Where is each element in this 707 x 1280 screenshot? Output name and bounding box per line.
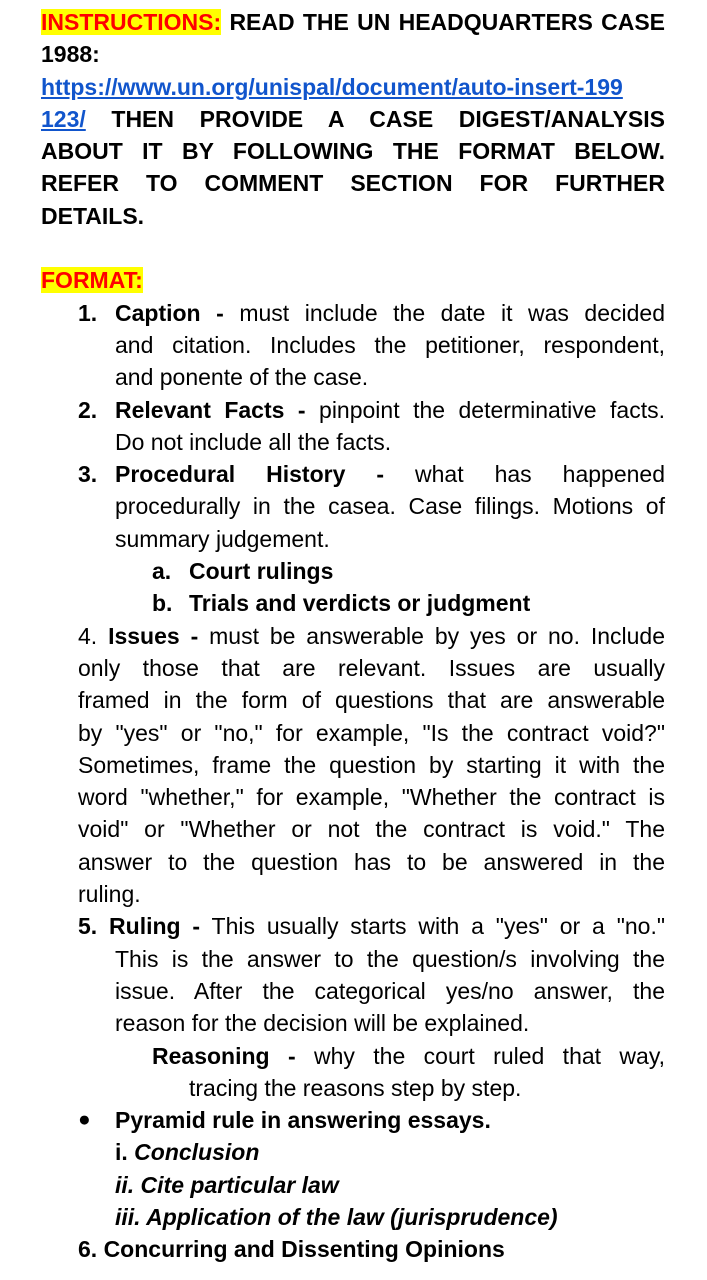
document-body: [41, 6, 665, 1266]
issues-text-4: by "yes" or "no," for example, "Is the contract void?": [78, 719, 665, 746]
ruling-number: 5.: [78, 913, 98, 940]
instructions-label: INSTRUCTIONS:: [41, 9, 222, 35]
instructions-line-2: [41, 38, 665, 70]
issues-line-9: [78, 878, 665, 910]
issues-text-5: Sometimes, frame the question by starting it with the: [78, 751, 665, 778]
procedural-line-2: [115, 490, 665, 522]
issues-title: Issues -: [108, 622, 199, 649]
issues-line-7: [78, 813, 665, 845]
caption-text-3: and ponente of the case.: [115, 364, 369, 391]
pyramid-item-iii: [115, 1201, 665, 1233]
reasoning-line-2: [189, 1072, 665, 1104]
procedural-text-3: summary judgement.: [115, 525, 330, 552]
pyramid-item-i-number: i.: [115, 1139, 128, 1166]
format-label: FORMAT:: [41, 267, 143, 294]
reasoning-text-2: tracing the reasons step by step.: [189, 1074, 522, 1101]
instructions-line-6: [41, 167, 665, 199]
instructions-line-1: [41, 6, 665, 38]
procedural-title: Procedural History -: [115, 461, 385, 488]
issues-line-3: [78, 684, 665, 716]
pyramid-title: Pyramid rule in answering essays.: [115, 1107, 491, 1134]
pyramid-item-i-text: Conclusion: [134, 1139, 260, 1166]
ruling-text-3: issue. After the categorical yes/no answer, the: [115, 977, 665, 1004]
procedural-text-2: procedurally in the casea. Case filings. Motions of: [115, 493, 665, 520]
issues-text-1: must be answerable by yes or no. Include: [209, 622, 666, 649]
procedural-sub-a: [152, 555, 665, 587]
pyramid-item-i: [115, 1136, 665, 1168]
caption-text-2: and citation. Includes the petitioner, respondent,: [115, 331, 665, 358]
issues-number: 4.: [78, 622, 98, 649]
pyramid-heading: [78, 1104, 665, 1136]
facts-text-2: Do not include all the facts.: [115, 428, 392, 455]
caption-line-3: [115, 361, 665, 393]
spacer: [41, 232, 665, 264]
facts-title: Relevant Facts -: [115, 396, 306, 423]
caption-line-1: [78, 297, 665, 329]
opinions-title: 6. Concurring and Dissenting Opinions: [78, 1236, 505, 1263]
caption-number: 1.: [78, 299, 98, 326]
procedural-number: 3.: [78, 461, 98, 488]
caption-line-2: [115, 329, 665, 361]
issues-text-3: framed in the form of questions that are answerable: [78, 687, 665, 714]
issues-line-4: [78, 717, 665, 749]
pyramid-item-ii: [115, 1169, 665, 1201]
instructions-text-6: DETAILS.: [41, 202, 145, 229]
caption-title: Caption -: [115, 299, 224, 326]
procedural-sub-a-letter: a.: [152, 558, 172, 585]
instructions-line-5: [41, 135, 665, 167]
issues-text-2: only those that are relevant. Issues are usually: [78, 654, 665, 681]
ruling-line-1: [78, 910, 665, 942]
procedural-sub-b-text: Trials and verdicts or judgment: [189, 590, 531, 617]
procedural-sub-b-letter: b.: [152, 590, 173, 617]
opinions-heading: [78, 1233, 665, 1265]
reasoning-text-1: why the court ruled that way,: [314, 1042, 666, 1069]
ruling-line-4: [115, 1007, 665, 1039]
un-case-link-part-2[interactable]: 123/: [41, 105, 86, 132]
bullet-icon: ●: [78, 1108, 91, 1132]
instructions-line-7: [41, 200, 665, 232]
un-case-link-part-1[interactable]: https://www.un.org/unispal/document/auto-insert-199: [41, 73, 623, 100]
ruling-title: Ruling -: [109, 913, 201, 940]
issues-text-6: word "whether," for example, "Whether the contract is: [78, 784, 665, 811]
procedural-sub-b: [152, 587, 665, 619]
procedural-sub-a-text: Court rulings: [189, 558, 334, 585]
issues-text-7: void" or "Whether or not the contract is void." The: [78, 816, 665, 843]
instructions-text-3: THEN PROVIDE A CASE DIGEST/ANALYSIS: [111, 105, 665, 132]
procedural-line-3: [115, 523, 665, 555]
pyramid-item-ii-text: ii. Cite particular law: [115, 1171, 339, 1198]
instructions-text-4: ABOUT IT BY FOLLOWING THE FORMAT BELOW.: [41, 138, 665, 165]
issues-line-6: [78, 781, 665, 813]
facts-number: 2.: [78, 396, 98, 423]
caption-text-1: must include the date it was decided: [239, 299, 665, 326]
issues-line-5: [78, 749, 665, 781]
format-heading: [41, 264, 665, 296]
ruling-text-4: reason for the decision will be explained.: [115, 1010, 530, 1037]
facts-line-1: [78, 394, 665, 426]
reasoning-title: Reasoning -: [152, 1042, 296, 1069]
issues-text-9: ruling.: [78, 881, 141, 908]
instructions-text-1: READ THE UN HEADQUARTERS CASE: [229, 9, 665, 35]
issues-line-2: [78, 652, 665, 684]
instructions-text-5: REFER TO COMMENT SECTION FOR FURTHER: [41, 170, 665, 197]
procedural-line-1: [78, 458, 666, 490]
facts-line-2: [115, 426, 665, 458]
ruling-line-3: [115, 975, 665, 1007]
instructions-line-4: [41, 103, 665, 135]
ruling-text-1: This usually starts with a "yes" or a "no.": [211, 913, 665, 940]
instructions-line-3: [41, 71, 665, 103]
pyramid-item-iii-text: iii. Application of the law (jurisprudence): [115, 1203, 558, 1230]
issues-line-1: [78, 620, 665, 652]
issues-text-8: answer to the question has to be answered in the: [78, 848, 665, 875]
reasoning-line-1: [152, 1040, 665, 1072]
procedural-text-1: what has happened: [415, 461, 666, 488]
instructions-text-2: 1988:: [41, 41, 100, 68]
ruling-line-2: [115, 943, 665, 975]
facts-text-1: pinpoint the determinative facts.: [319, 396, 665, 423]
issues-line-8: [78, 846, 665, 878]
ruling-text-2: This is the answer to the question/s involving the: [115, 945, 665, 972]
